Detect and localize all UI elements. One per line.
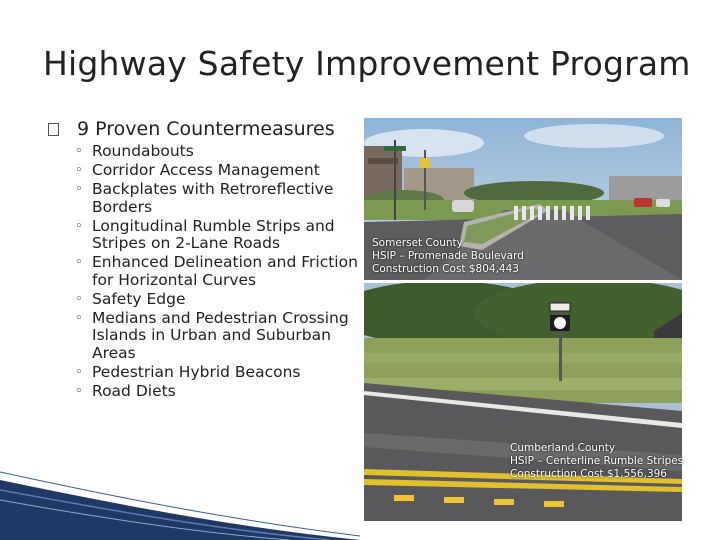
checkbox-bullet-icon xyxy=(48,123,59,136)
caption-line: Somerset County xyxy=(372,237,463,249)
photo-bottom-caption xyxy=(510,442,683,481)
list-item: ◦ Longitudinal Rumble Strips and Stripes on 2-Lane Roads xyxy=(75,218,360,253)
slide-title: Highway Safety Improvement Program xyxy=(43,44,691,83)
list-item: ◦ Corridor Access Management xyxy=(75,162,360,180)
countermeasure-list xyxy=(45,143,360,400)
caption-line: Construction Cost $804,443 xyxy=(372,263,519,275)
bullet-content xyxy=(45,118,360,402)
list-item: ◦ Pedestrian Hybrid Beacons xyxy=(75,364,360,382)
caption-line: Construction Cost $1,556,396 xyxy=(510,468,667,480)
list-item: ◦ Enhanced Delineation and Friction for Horizontal Curves xyxy=(75,254,360,289)
photo-top-caption xyxy=(372,237,524,276)
caption-line: HSIP – Promenade Boulevard xyxy=(372,250,524,262)
list-item: ◦ Roundabouts xyxy=(75,143,360,161)
caption-line: HSIP – Centerline Rumble Stripes xyxy=(510,455,684,467)
main-bullet xyxy=(45,118,360,140)
list-item: ◦ Safety Edge xyxy=(75,291,360,309)
list-item: ◦ Medians and Pedestrian Crossing Islands in Urban and Suburban Areas xyxy=(75,310,360,363)
list-item: ◦ Road Diets xyxy=(75,383,360,401)
corner-swoosh-decoration xyxy=(0,450,360,540)
caption-line: Cumberland County xyxy=(510,442,616,454)
main-bullet-text: 9 Proven Countermeasures xyxy=(77,118,335,140)
rumble-stripes-photo xyxy=(364,283,682,521)
list-item: ◦ Backplates with Retroreflective Borders xyxy=(75,181,360,216)
